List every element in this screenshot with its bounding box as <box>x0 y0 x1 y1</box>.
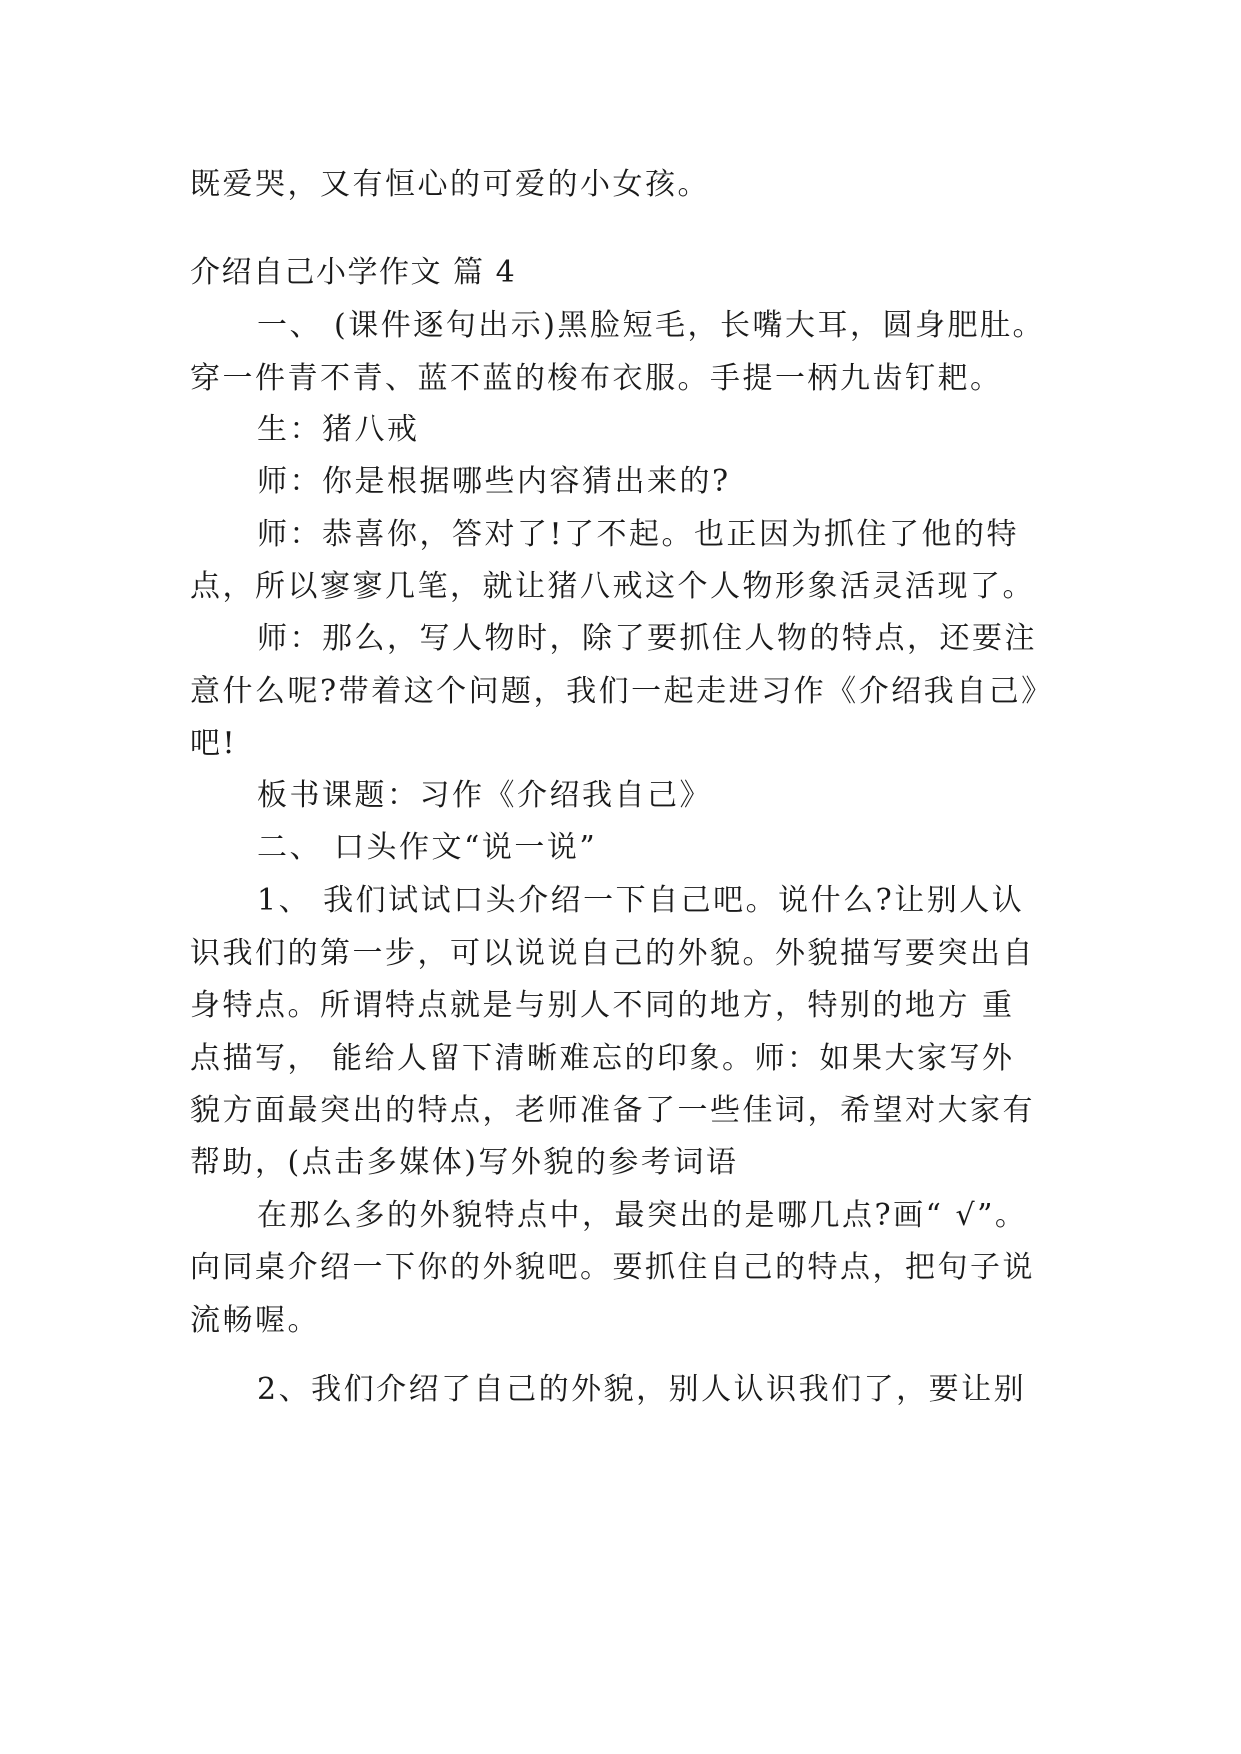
paragraph-line: 帮助，(点击多媒体)写外貌的参考词语 <box>190 1145 739 1180</box>
paragraph-line: 师：你是根据哪些内容猜出来的? <box>257 464 731 499</box>
paragraph-line: 1、 我们试试口头介绍一下自己吧。说什么?让别人认 <box>257 883 1025 918</box>
section-heading: 介绍自己小学作文 篇 4 <box>190 255 517 290</box>
paragraph-line: 穿一件青不青、蓝不蓝的梭布衣服。手提一柄九齿钉耙。 <box>190 361 1003 396</box>
paragraph-line: 吧! <box>190 726 238 761</box>
paragraph-line: 点，所以寥寥几笔，就让猪八戒这个人物形象活灵活现了。 <box>190 569 1035 604</box>
paragraph-line: 貌方面最突出的特点，老师准备了一些佳词，希望对大家有 <box>190 1093 1035 1128</box>
paragraph-line: 向同桌介绍一下你的外貌吧。要抓住自己的特点，把句子说 <box>190 1250 1035 1285</box>
paragraph-line: 在那么多的外貌特点中，最突出的是哪几点?画“ √”。 <box>257 1198 1028 1233</box>
paragraph-line: 身特点。所谓特点就是与别人不同的地方，特别的地方 重 <box>190 988 1015 1023</box>
paragraph-line: 意什么呢?带着这个问题，我们一起走进习作《介绍我自己》 <box>190 674 1054 709</box>
paragraph-line: 板书课题：习作《介绍我自己》 <box>257 778 712 813</box>
paragraph-line: 二、 口头作文“说一说” <box>257 830 598 865</box>
paragraph-line: 2、我们介绍了自己的外貌，别人认识我们了，要让别 <box>257 1372 1027 1407</box>
paragraph-line: 既爱哭，又有恒心的可爱的小女孩。 <box>190 167 710 202</box>
paragraph-line: 流畅喔。 <box>190 1303 320 1338</box>
paragraph-line: 一、 (课件逐句出示)黑脸短毛，长嘴大耳，圆身肥肚。 <box>257 308 1045 343</box>
paragraph-line: 识我们的第一步，可以说说自己的外貌。外貌描写要突出自 <box>190 936 1035 971</box>
paragraph-line: 生：猪八戒 <box>257 412 420 447</box>
paragraph-line: 点描写， 能给人留下清晰难忘的印象。师：如果大家写外 <box>190 1041 1015 1076</box>
paragraph-line: 师：恭喜你，答对了!了不起。也正因为抓住了他的特 <box>257 517 1020 552</box>
paragraph-line: 师：那么，写人物时，除了要抓住人物的特点，还要注 <box>257 621 1037 656</box>
